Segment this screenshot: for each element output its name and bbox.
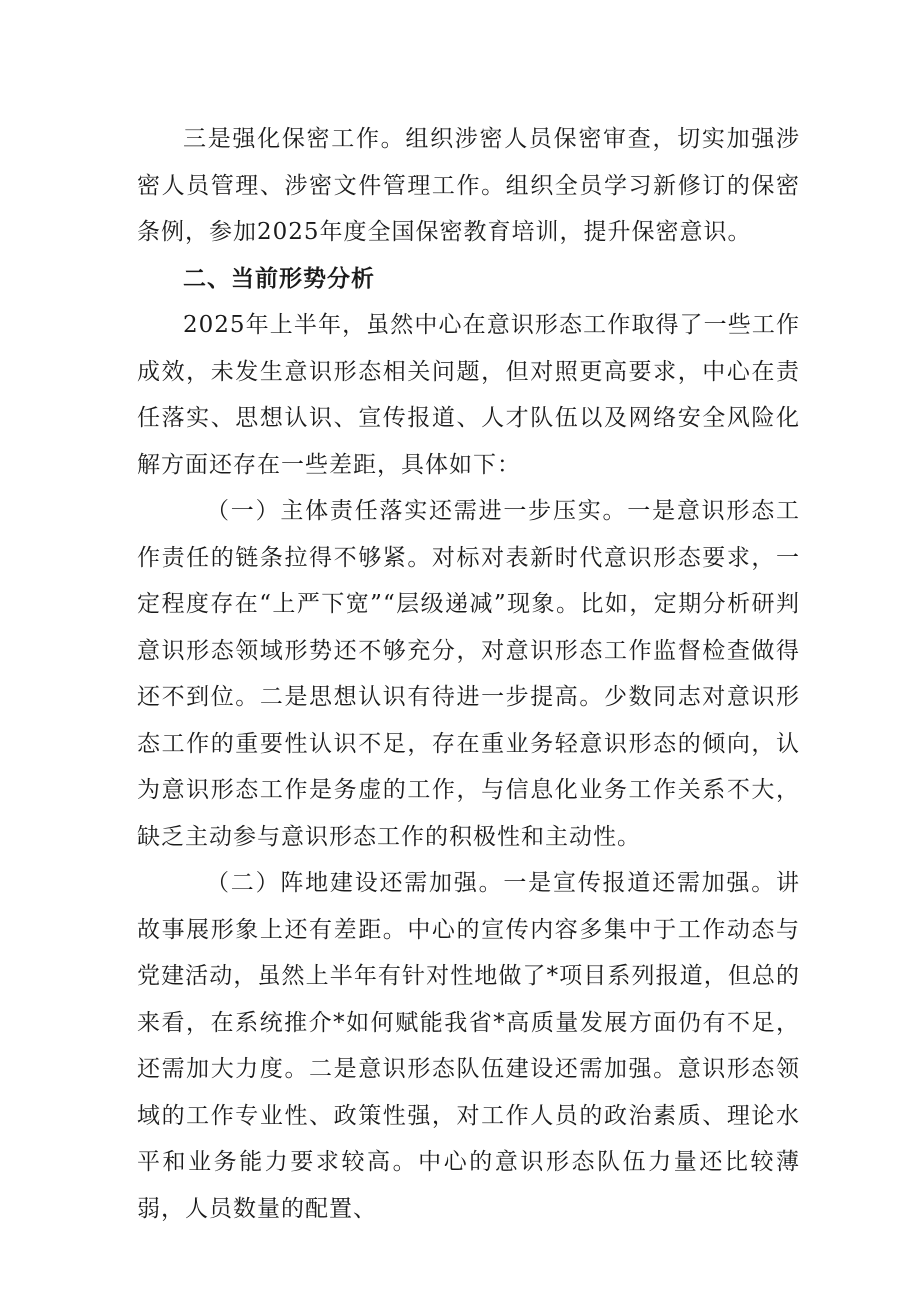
paragraph-responsibility: （一）主体责任落实还需进一步压实。一是意识形态工作责任的链条拉得不够紧。对标对表新时代意识形态要求，一定程度存在“上严下宽”“层级递减”现象。比如，定期分析研判意识形态领域形势还不够充分，对意识形态工作监督检查做得还不到位。二是思想认识有待进一步提高。少数同志对意识形态工作的重要性认识不足，存在重业务轻意识形态的倾向，认为意识形态工作是务虚的工作，与信息化业务工作关系不大，缺乏主动参与意识形态工作的积极性和主动性。 xyxy=(137,498,800,850)
section-heading-situation-analysis: 二、当前形势分析 xyxy=(183,265,375,292)
paragraph-position-building: （二）阵地建设还需加强。一是宣传报道还需加强。讲故事展形象上还有差距。中心的宣传内容多集中于工作动态与党建活动，虽然上半年有针对性地做了*项目系列报道，但总的来看，在系统推介*如何赋能我省*高质量发展方面仍有不足，还需加大力度。二是意识形态队伍建设还需加强。意识形态领域的工作专业性、政策性强，对工作人员的政治素质、理论水平和业务能力要求较高。中心的意识形态队伍力量还比较薄弱，人员数量的配置、 xyxy=(137,870,800,1222)
document-body xyxy=(137,116,800,1232)
paragraph-confidentiality-work: 三是强化保密工作。组织涉密人员保密审查，切实加强涉密人员管理、涉密文件管理工作。组织全员学习新修订的保密条例，参加2025年度全国保密教育培训，提升保密意识。 xyxy=(137,126,800,245)
paragraph-situation-intro: 2025年上半年，虽然中心在意识形态工作取得了一些工作成效，未发生意识形态相关问题，但对照更高要求，中心在责任落实、思想认识、宣传报道、人才队伍以及网络安全风险化解方面还存在一些差距，具体如下： xyxy=(137,312,800,478)
